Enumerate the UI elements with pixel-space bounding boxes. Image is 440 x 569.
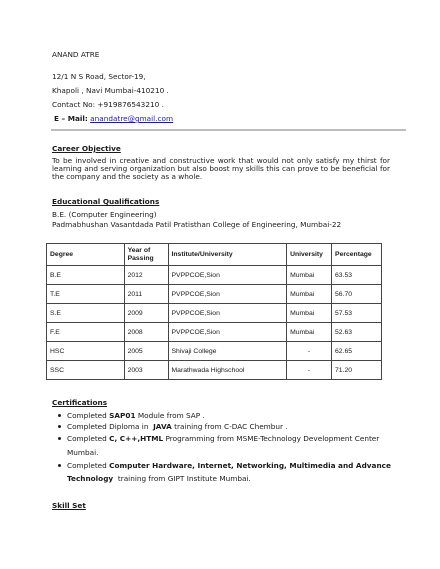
cert-text: Completed Diploma in (67, 422, 149, 431)
table-row (47, 266, 382, 285)
cell-percentage: 62.65 (332, 342, 382, 361)
certifications-heading: Certifications (52, 398, 108, 407)
cell-year: 2005 (124, 342, 168, 361)
column-header-year: Year of Passing (124, 244, 168, 266)
cert-highlight: Computer Hardware, Internet, Networking, Multimedia and Advance (109, 461, 391, 470)
table-header-row (47, 244, 382, 266)
cell-percentage: 52.63 (332, 323, 382, 342)
column-header-percentage: Percentage (332, 244, 382, 266)
cell-year: 2011 (124, 285, 168, 304)
cell-degree: T.E (47, 285, 125, 304)
cell-institute: PVPPCOE,Sion (168, 304, 287, 323)
cell-university: - (287, 361, 332, 380)
cell-institute: PVPPCOE,Sion (168, 285, 287, 304)
cell-university: Mumbai (287, 323, 332, 342)
cert-text: Completed (67, 434, 107, 443)
cert-text: Programming from MSME-Technology Development Center (165, 434, 380, 443)
cell-degree: F.E (47, 323, 125, 342)
career-objective-heading: Career Objective (52, 144, 121, 153)
cell-percentage: 56.70 (332, 285, 382, 304)
cell-institute: Marathwada Highschool (168, 361, 287, 380)
cert-continuation: Mumbai. (67, 448, 99, 457)
cell-university: Mumbai (287, 266, 332, 285)
table-row (47, 323, 382, 342)
table-row (47, 304, 382, 323)
career-objective-text: To be involved in creative and constructive work that would not only satisfy my thirst for learning and serving organization but also boost my skills this can prove to be beneficial for the company and the society as a whole. (52, 156, 390, 182)
bullet-icon (58, 464, 61, 467)
cell-institute: PVPPCOE,Sion (168, 323, 287, 342)
cell-university: - (287, 342, 332, 361)
cert-text: training from GIPT Institute Mumbai. (117, 474, 251, 483)
address-line-2: Khapoli , Navi Mumbai-410210 . (52, 86, 169, 95)
cert-highlight: JAVA (153, 422, 172, 431)
cell-university: Mumbai (287, 285, 332, 304)
bullet-icon (58, 437, 61, 440)
cert-text: Completed (67, 411, 107, 420)
table-row (47, 342, 382, 361)
cell-degree: S.E (47, 304, 125, 323)
cell-university: Mumbai (287, 304, 332, 323)
cell-year: 2003 (124, 361, 168, 380)
table-row (47, 285, 382, 304)
bullet-icon (58, 425, 61, 428)
cell-degree: HSC (47, 342, 125, 361)
cert-highlight: Technology (67, 474, 114, 483)
cert-continuation (67, 474, 251, 483)
email-link[interactable]: anandatre@gmail.com (90, 114, 174, 123)
email-label: E – Mail: (54, 114, 88, 123)
cell-institute: Shivaji College (168, 342, 287, 361)
cell-percentage: 57.53 (332, 304, 382, 323)
contact-label: Contact No: (52, 100, 96, 109)
column-header-university: University (287, 244, 332, 266)
cell-year: 2012 (124, 266, 168, 285)
address-line-1: 12/1 N S Road, Sector-19, (52, 72, 146, 81)
degree-line: B.E. (Computer Engineering) (52, 210, 157, 219)
contact-value: +919876543210 . (97, 100, 164, 109)
cell-year: 2008 (124, 323, 168, 342)
cert-highlight: C, C++,HTML (109, 434, 164, 443)
contact-line (52, 100, 164, 109)
email-line (54, 114, 173, 123)
column-header-degree: Degree (47, 244, 125, 266)
cert-text: Module from SAP . (137, 411, 205, 420)
cell-institute: PVPPCOE,Sion (168, 266, 287, 285)
column-header-institute: Institute/University (168, 244, 287, 266)
skill-set-heading: Skill Set (52, 501, 86, 510)
cell-percentage: 63.53 (332, 266, 382, 285)
cert-highlight: SAP01 (109, 411, 136, 420)
bullet-icon (58, 414, 61, 417)
table-row (47, 361, 382, 380)
cell-degree: SSC (47, 361, 125, 380)
cell-degree: B.E (47, 266, 125, 285)
header-divider (51, 129, 406, 131)
applicant-name: ANAND ATRE (52, 50, 100, 59)
cell-year: 2009 (124, 304, 168, 323)
cert-text: Completed (67, 461, 107, 470)
cell-percentage: 71.20 (332, 361, 382, 380)
college-line: Padmabhushan Vasantdada Patil Pratisthan College of Engineering, Mumbai-22 (52, 220, 342, 229)
cert-text: training from C-DAC Chembur . (174, 422, 288, 431)
qualifications-table (46, 243, 382, 380)
education-heading: Educational Qualifications (52, 197, 160, 206)
